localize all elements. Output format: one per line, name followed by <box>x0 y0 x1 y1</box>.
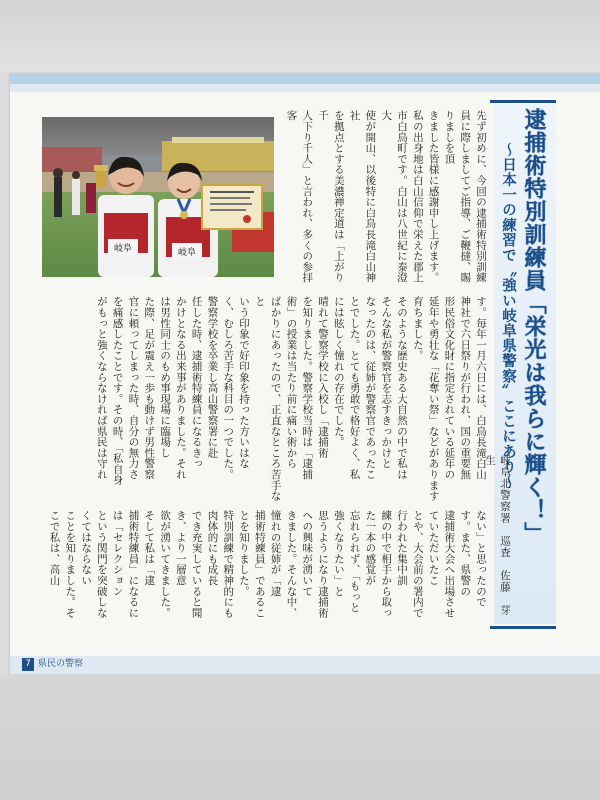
text-column: 私の出身地は白山信仰で栄えた郡上 <box>411 110 424 283</box>
background-top <box>0 0 600 72</box>
title-rule-bottom <box>490 626 556 629</box>
text-column: 任した時、逮捕術特練員になるきっ <box>190 296 203 469</box>
text-column: には眩しく憧れの存在でした。 <box>332 296 345 448</box>
bib-right: 岐阜 <box>178 248 197 258</box>
text-column: 欲が湧いてきました。そして私は「逮 <box>143 510 172 618</box>
text-column: く、むしろ苦手な科目の一つでした。 <box>222 296 235 480</box>
text-column: ことを知りました。そこで私は、高山 <box>48 510 77 618</box>
text-column: 逮捕術大会へ出場させていただいたこ <box>427 510 456 618</box>
text-column: を拠点とする美濃禅定道は「上がり千 <box>317 110 345 283</box>
text-column: そのような歴史ある大自然の中で私は <box>396 296 409 480</box>
text-column: は男性同士のもめ事現場に臨場し <box>159 296 172 458</box>
bib-left: 岐阜 <box>114 244 133 254</box>
text-column <box>44 510 45 610</box>
text-column: がもっと強くならなければ県民は守れ <box>95 296 108 480</box>
text-column: を知りました。警察学校当時は「逮捕 <box>301 296 314 480</box>
lower-text-block <box>44 296 488 504</box>
text-column: 形民俗文化財に指定されている延年の <box>443 296 456 480</box>
title-rule-top <box>490 100 556 103</box>
photo-illustration <box>42 117 274 277</box>
article-subtitle: 〜日本一の練習で〝強い岐阜県警察〞ここにあり〜 <box>500 142 516 490</box>
header-band <box>10 74 600 84</box>
text-column: とや、大会前の署内で行われた集中訓 <box>396 510 424 618</box>
text-column: いう印象で好印象を持った方いはな <box>238 296 251 469</box>
text-column: 市白鳥町です。白山は八世紀に泰澄大 <box>380 110 409 283</box>
page-number: 7 <box>22 658 34 671</box>
article-author: 岐阜北警察署 巡査 佐藤 芽生 <box>484 455 511 616</box>
text-column: す。毎年一月六日には、白鳥長滝白山 <box>475 296 487 480</box>
article-title: 逮捕術特別訓練員「栄光は我らに輝く！」 <box>521 108 546 545</box>
text-column: た際、足が震え一歩も動けず男性警察 <box>143 296 156 480</box>
magazine-name: 県民の警察 <box>38 659 84 669</box>
text-column: でき充実していると聞き、より一層意 <box>174 510 203 618</box>
text-column: きました。そんな中、憧れの従姉が「逮 <box>269 510 298 618</box>
text-column: 思うようになり逮捕術への興味が湧いて <box>301 510 330 618</box>
text-column: なったのは、従姉が警察官であったこ <box>364 296 377 480</box>
text-column: を痛感したことです。その時、「私自身 <box>111 296 124 486</box>
text-column: 先ず初めに、今回の逮捕術特別訓練員に際しましてご指導、ご鞭撻、賜りましを頂 <box>443 110 487 283</box>
text-column: 練の中で相手から取った一本の感覚が <box>364 510 393 618</box>
text-column: ばかりにあったので、正直なところ苦手なと <box>253 296 282 502</box>
text-column: 延年や勇壮な「花奪い祭」などがあります <box>427 296 440 502</box>
text-column: 育ちました。 <box>411 296 424 361</box>
text-column: 術」の授業は当たり前に痛い術から <box>285 296 298 469</box>
text-column: 使が開山、以後特に白鳥長滝白山神社 <box>348 110 377 283</box>
text-column: という関門を突破しなくてはならない <box>80 510 108 618</box>
text-column: 神社で六日祭りが行われ、国の重要無 <box>459 296 472 480</box>
text-column: 特別訓練で精神的にも肉体的にも成長 <box>206 510 235 618</box>
text-column: 忘れられず、「もっと強くなりたい」と <box>332 510 361 613</box>
text-column: かけとなる出来事がありました。それ <box>174 296 187 480</box>
upper-text-block <box>282 110 488 292</box>
background-bottom <box>0 674 600 800</box>
footer-band <box>10 656 600 674</box>
text-column: 官に頼ってしまった時、自分の無力さ <box>127 296 140 480</box>
text-column: 警察学校を卒業し高山警察署に赴 <box>206 296 219 458</box>
bottom-text-block <box>44 510 488 618</box>
text-column: そんな私が警察官を志すきっかけと <box>380 296 393 469</box>
text-column: 捕術特練員」であることを知りました。 <box>238 510 266 618</box>
text-column: 晴れて警察学校に入校し「逮捕術 <box>317 296 330 458</box>
text-column: きました皆様に感謝申し上げます。 <box>427 110 440 283</box>
header-subband <box>10 84 600 92</box>
text-column: とでした。とても勇敢で格好よく、私 <box>348 296 361 480</box>
article-photo <box>42 117 274 277</box>
text-column: ない」と思ったのです。また、県警の <box>459 510 487 608</box>
text-column: 人下り千人」と言われ、多くの参拝客 <box>285 110 314 283</box>
text-column: 捕術特練員」になるには「セレクション <box>111 510 140 618</box>
